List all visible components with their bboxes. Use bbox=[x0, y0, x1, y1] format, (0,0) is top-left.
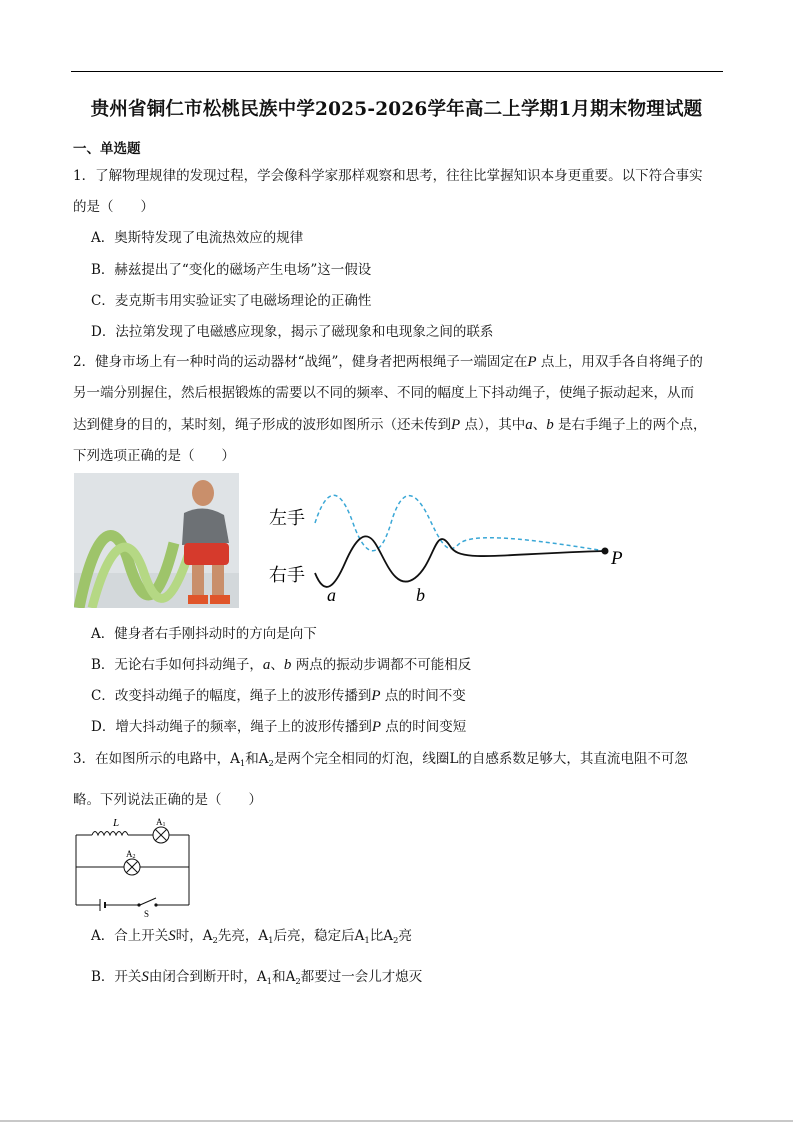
q3-stem-line2: 略。下列说法正确的是（ ） bbox=[73, 792, 262, 808]
q2-option-b: B．无论右手如何抖动绳子，a、b 两点的振动步调都不可能相反 bbox=[91, 657, 472, 673]
q2-option-d: D．增大抖动绳子的频率，绳子上的波形传播到P 点的时间变短 bbox=[91, 719, 467, 735]
q2-option-a: A．健身者右手刚抖动时的方向是向下 bbox=[91, 626, 317, 642]
q2-stem-line1: 2．健身市场上有一种时尚的运动器材“战绳”，健身者把两根绳子一端固定在P 点上，用双手各自将绳子的 bbox=[73, 354, 703, 370]
q1-option-d: D．法拉第发现了电磁感应现象，揭示了磁现象和电现象之间的联系 bbox=[91, 324, 494, 340]
q3-option-a: A．合上开关S时，$A_2$先亮，$A_1$后亮，稳定后$A_1$比$A_2$亮 bbox=[91, 928, 412, 946]
label-l: L bbox=[113, 817, 120, 829]
q1-option-c: C．麦克斯韦用实验证实了电磁场理论的正确性 bbox=[91, 293, 372, 309]
q1-option-a: A．奥斯特发现了电流热效应的规律 bbox=[91, 230, 304, 246]
q2-option-c: C．改变抖动绳子的幅度，绳子上的波形传播到P 点的时间不变 bbox=[91, 688, 466, 704]
switch bbox=[140, 898, 156, 905]
q1-stem-line1: 1．了解物理规律的发现过程，学会像科学家那样观察和思考，往往比掌握知识本身更重要。以下符合事实 bbox=[73, 168, 703, 184]
label-a1: A1 bbox=[156, 817, 166, 828]
q1-stem-line2: 的是（ ） bbox=[73, 199, 154, 215]
q1-option-b: B．赫兹提出了“变化的磁场产生电场”这一假设 bbox=[91, 262, 372, 278]
fixed-point-p bbox=[602, 548, 609, 555]
q2-stem-line2: 另一端分别握住，然后根据锻炼的需要以不同的频率、不同的幅度上下抖动绳子，使绳子振动起来，从而 bbox=[73, 385, 694, 401]
a-label: a bbox=[327, 585, 336, 605]
battle-rope-photo bbox=[74, 473, 239, 608]
label-s: S bbox=[144, 909, 150, 919]
circuit-diagram bbox=[70, 815, 200, 920]
b-label: b bbox=[416, 585, 425, 605]
inductor-coil bbox=[92, 832, 128, 836]
rope-wave-diagram bbox=[265, 488, 635, 608]
q2-stem-line3: 达到健身的目的，某时刻，绳子形成的波形如图所示（还未传到P 点），其中a、b 是右手绳子上的两个点， bbox=[73, 417, 707, 433]
left-hand-label: 左手 bbox=[269, 508, 305, 529]
point-p: P bbox=[527, 354, 537, 370]
q2-stem-line4: 下列选项正确的是（ ） bbox=[73, 448, 235, 464]
q3-option-b: B．开关S由闭合到断开时，$A_1$和$A_2$都要过一会儿才熄灭 bbox=[91, 969, 423, 987]
section-heading: 一、单选题 bbox=[73, 141, 141, 157]
right-hand-label: 右手 bbox=[269, 565, 305, 586]
q3-stem-line1: 3．在如图所示的电路中，$A_1$和$A_2$是两个完全相同的灯泡，线圈L的自感系数足够大，其直流电阻不可忽 bbox=[73, 751, 688, 769]
top-rule bbox=[71, 71, 723, 72]
left-hand-rope-dashed bbox=[315, 495, 605, 551]
label-a2: A2 bbox=[126, 849, 136, 860]
p-label: P bbox=[611, 548, 623, 569]
page-title: 贵州省铜仁市松桃民族中学2025-2026学年高二上学期1月期末物理试题 bbox=[90, 99, 703, 120]
